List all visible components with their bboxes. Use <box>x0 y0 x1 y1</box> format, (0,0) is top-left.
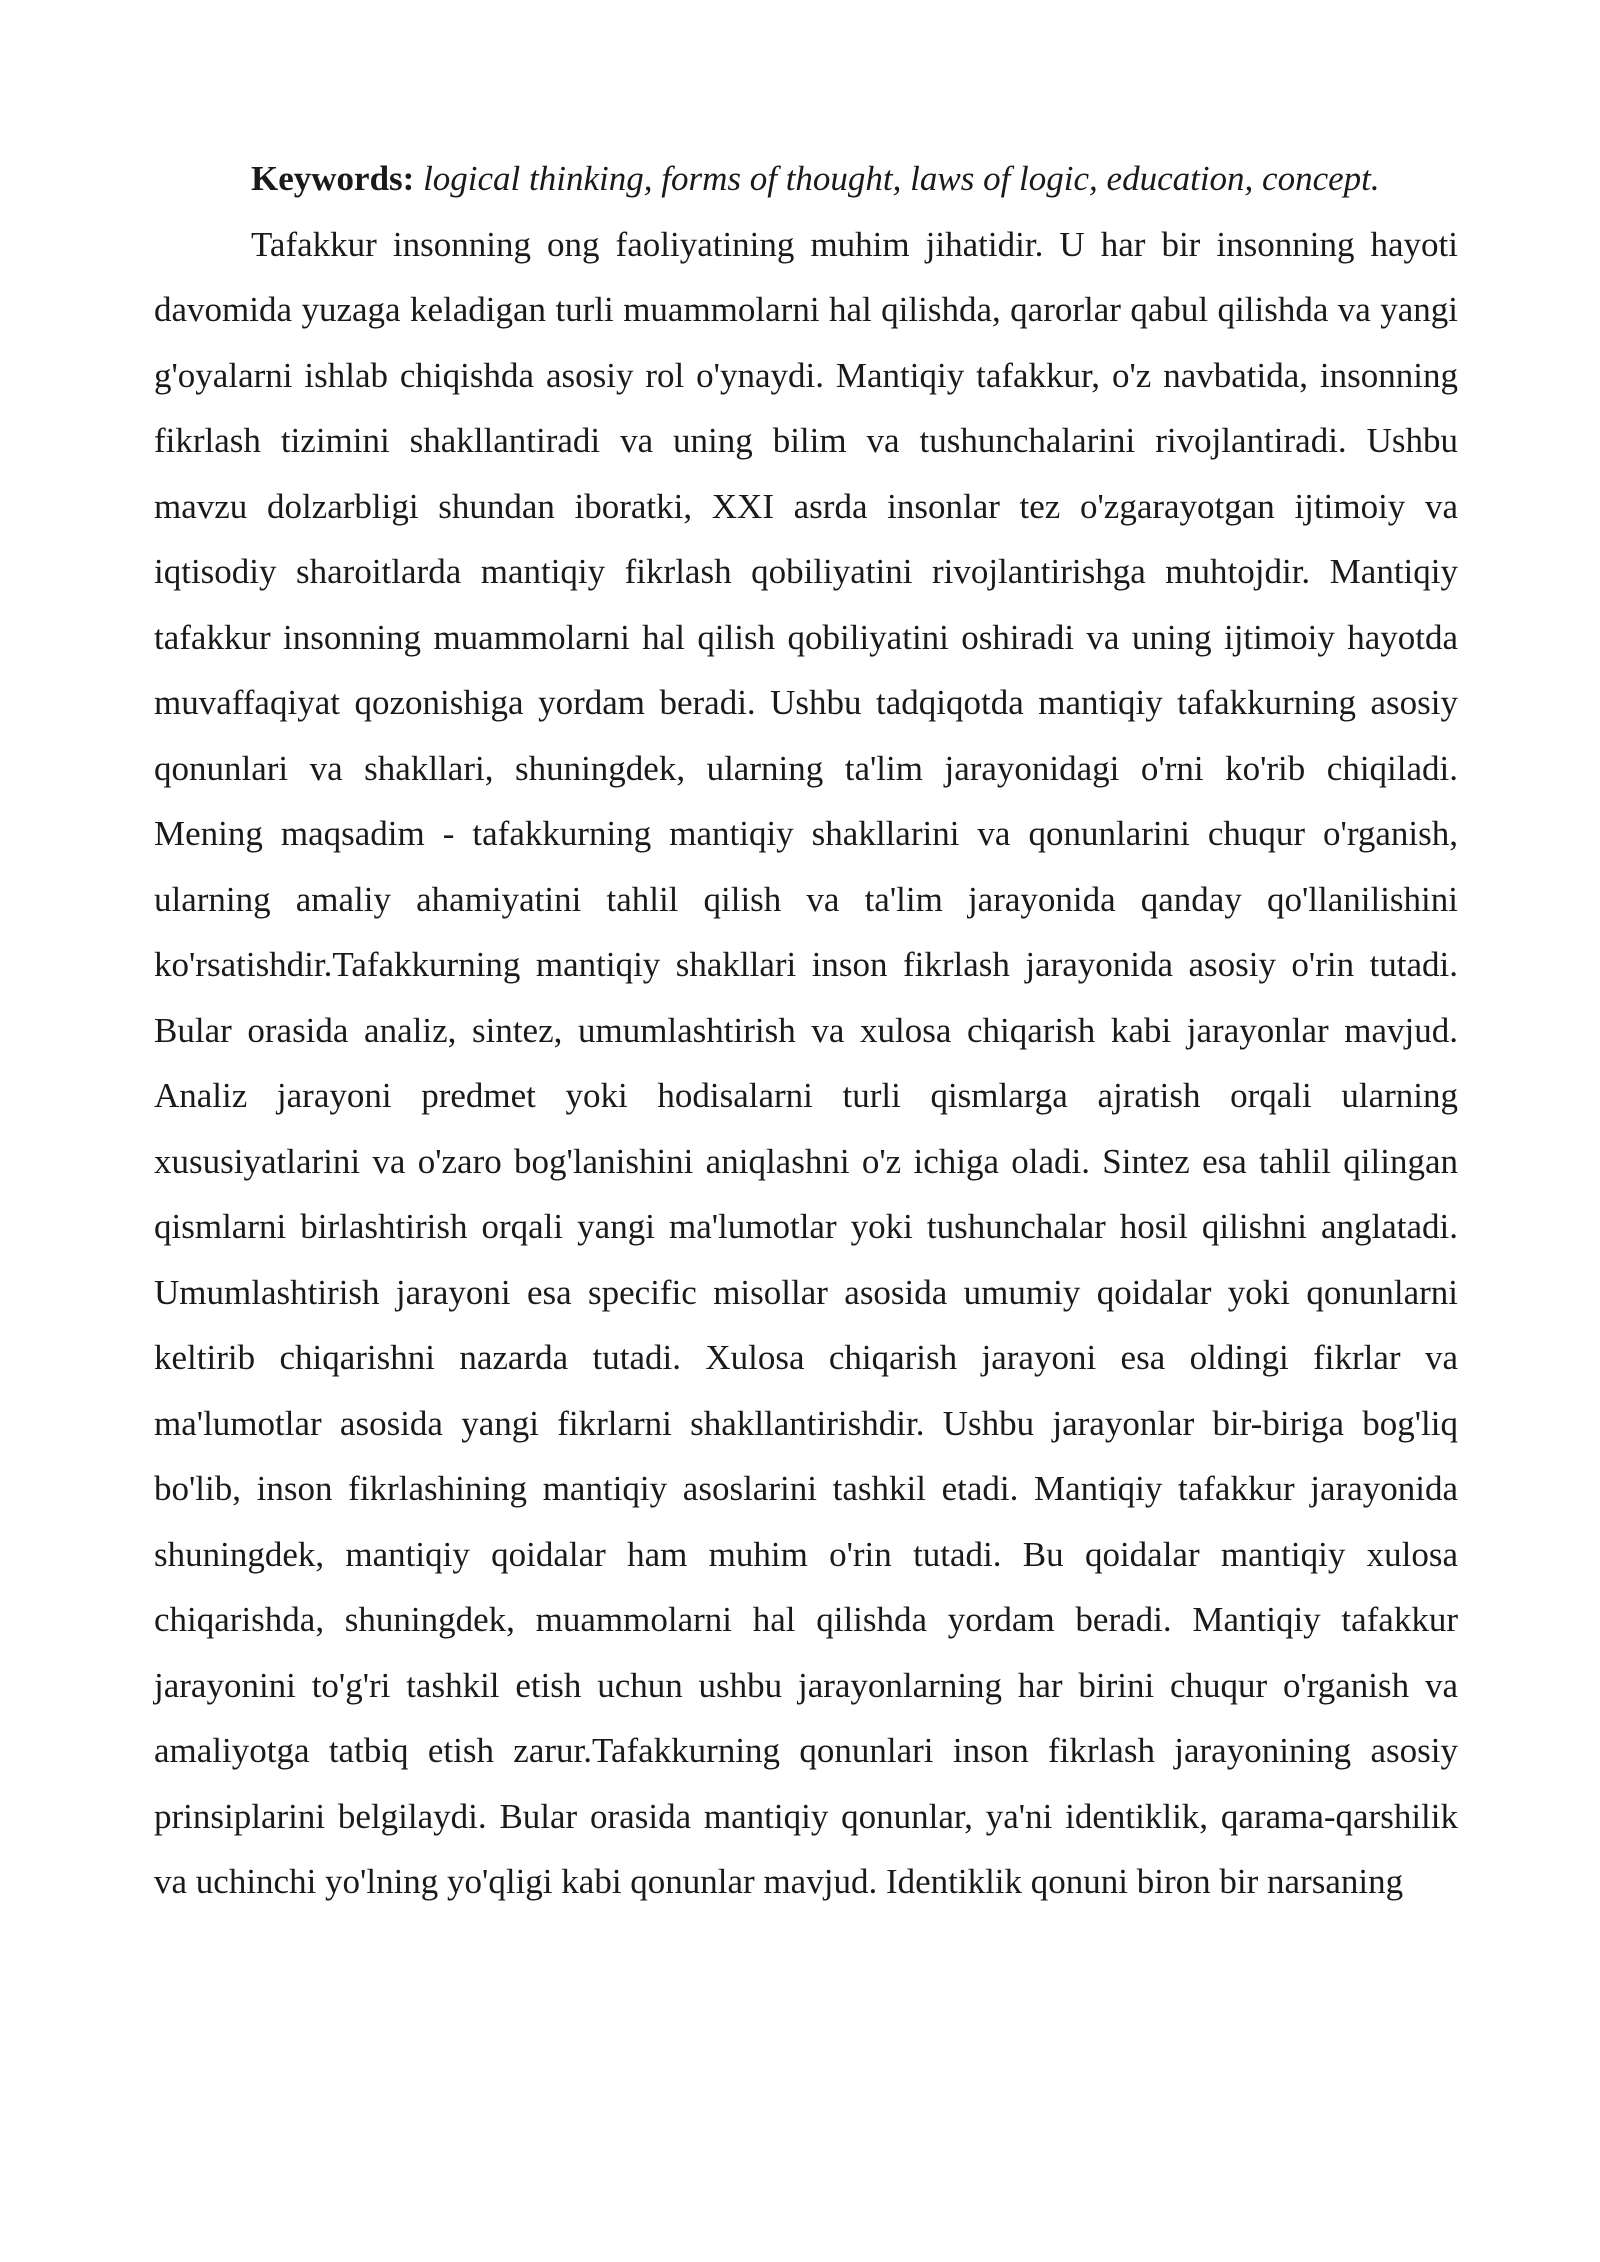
keywords-label: Keywords: <box>251 159 415 198</box>
body-paragraph: Tafakkur insonning ong faoliyatining muhim jihatidir. U har bir insonning hayoti davomida yuzaga keladigan turli muammolarni hal qilishda, qarorlar qabul qilishda va yangi g'oyalarni ishlab chiqishda asosiy rol o'ynaydi. Mantiqiy tafakkur, o'z navbatida, insonning fikrlash tizimini shakllantiradi va uning bilim va tushunchalarini rivojlantiradi. Ushbu mavzu dolzarbligi shundan iboratki, XXI asrda insonlar tez o'zgarayotgan ijtimoiy va iqtisodiy sharoitlarda mantiqiy fikrlash qobiliyatini rivojlantirishga muhtojdir. Mantiqiy tafakkur insonning muammolarni hal qilish qobiliyatini oshiradi va uning ijtimoiy hayotda muvaffaqiyat qozonishiga yordam beradi. Ushbu tadqiqotda mantiqiy tafakkurning asosiy qonunlari va shakllari, shuningdek, ularning ta'lim jarayonidagi o'rni ko'rib chiqiladi. Mening maqsadim - tafakkurning mantiqiy shakllarini va qonunlarini chuqur o'rganish, ularning amaliy ahamiyatini tahlil qilish va ta'lim jarayonida qanday qo'llanilishini ko'rsatishdir.Tafakkurning mantiqiy shakllari inson fikrlash jarayonida asosiy o'rin tutadi. Bular orasida analiz, sintez, umumlashtirish va xulosa chiqarish kabi jarayonlar mavjud. Analiz jarayoni predmet yoki hodisalarni turli qismlarga ajratish orqali ularning xususiyatlarini va o'zaro bog'lanishini aniqlashni o'z ichiga oladi. Sintez esa tahlil qilingan qismlarni birlashtirish orqali yangi ma'lumotlar yoki tushunchalar hosil qilishni anglatadi. Umumlashtirish jarayoni esa specific misollar asosida umumiy qoidalar yoki qonunlarni keltirib chiqarishni nazarda tutadi. Xulosa chiqarish jarayoni esa oldingi fikrlar va ma'lumotlar asosida yangi fikrlarni shakllantirishdir. Ushbu jarayonlar bir-biriga bog'liq bo'lib, inson fikrlashining mantiqiy asoslarini tashkil etadi. Mantiqiy tafakkur jarayonida shuningdek, mantiqiy qoidalar ham muhim o'rin tutadi. Bu qoidalar mantiqiy xulosa chiqarishda, shuningdek, muammolarni hal qilishda yordam beradi. Mantiqiy tafakkur jarayonini to'g'ri tashkil etish uchun ushbu jarayonlarning har birini chuqur o'rganish va amaliyotga tatbiq etish zarur.Tafakkurning qonunlari inson fikrlash jarayonining asosiy prinsiplarini belgilaydi. Bular orasida mantiqiy qonunlar, ya'ni identiklik, qarama-qarshilik va uchinchi yo'lning yo'qligi kabi qonunlar mavjud. Identiklik qonuni biron bir narsaning <box>154 224 1458 1901</box>
keywords-paragraph <box>154 146 1458 212</box>
document-page <box>154 146 1458 1915</box>
keywords-list: logical thinking, forms of thought, laws of logic, education, concept. <box>414 159 1380 198</box>
